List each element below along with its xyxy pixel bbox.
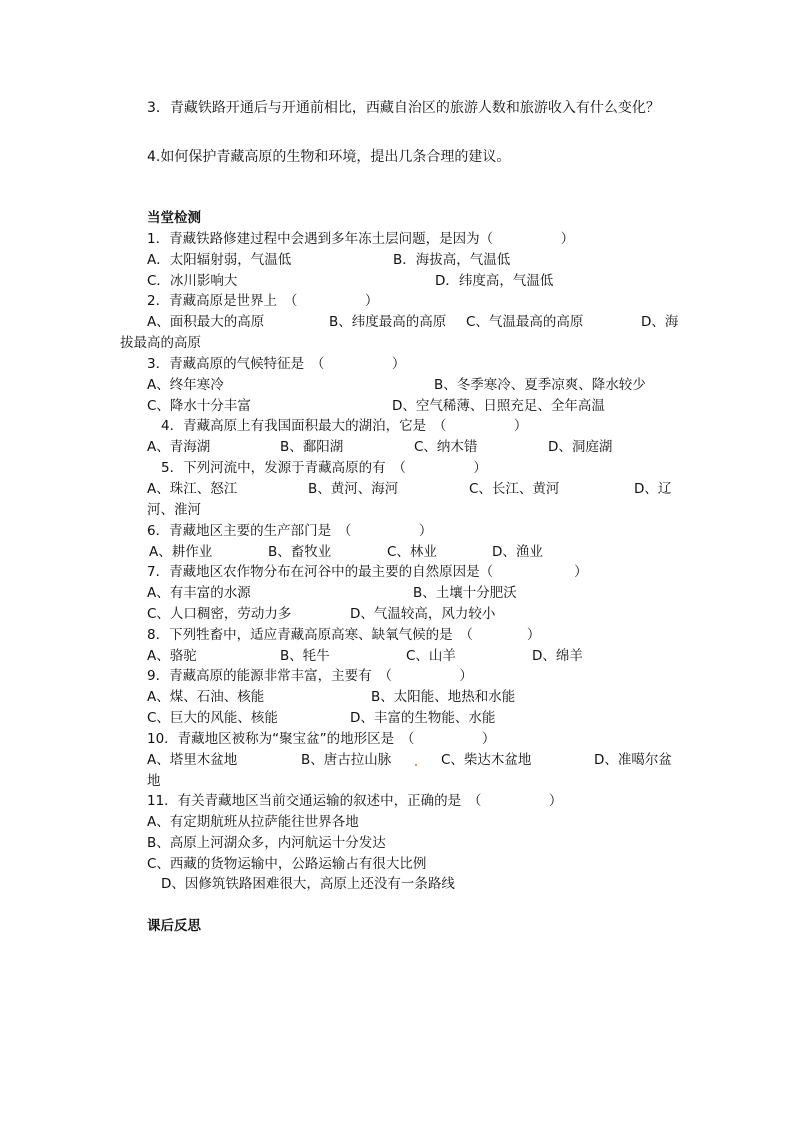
option-d-continued: 地 bbox=[147, 773, 161, 789]
option-b: B、牦牛 bbox=[280, 648, 330, 664]
question-stem: 2．青藏高原是世界上 （ ） bbox=[147, 293, 379, 309]
option-d: D、洞庭湖 bbox=[548, 439, 613, 455]
question-stem: 1．青藏铁路修建过程中会遇到多年冻土层问题，是因为（ ） bbox=[147, 231, 575, 247]
option-a: A、面积最大的高原 bbox=[147, 314, 265, 330]
option-c: C、长江、黄河 bbox=[469, 481, 560, 497]
option-d: D、海 bbox=[641, 314, 679, 330]
option-c: C、柴达木盆地 bbox=[441, 752, 532, 768]
question-stem: 4．青藏高原上有我国面积最大的湖泊，它是 （ ） bbox=[161, 418, 528, 434]
option-a: A．太阳辐射弱，气温低 bbox=[147, 252, 292, 268]
option-b: B、黄河、海河 bbox=[308, 481, 399, 497]
option-b: B、畜牧业 bbox=[268, 544, 332, 560]
question-stem: 3．青藏高原的气候特征是 （ ） bbox=[147, 356, 406, 372]
option-b: B、冬季寒冷、夏季凉爽、降水较少 bbox=[434, 377, 646, 393]
option-b: B、唐古拉山脉 bbox=[301, 752, 392, 768]
option-c: C、山羊 bbox=[406, 648, 456, 664]
option-a: A、耕作业 bbox=[149, 544, 213, 560]
option-b: B、纬度最高的高原 bbox=[329, 314, 447, 330]
option-c: C、降水十分丰富 bbox=[147, 398, 251, 414]
option-b: B．海拔高，气温低 bbox=[393, 252, 511, 268]
question-stem: 10．青藏地区被称为“聚宝盆”的地形区是 （ ） bbox=[147, 731, 496, 747]
option-d: D、气温较高，风力较小 bbox=[350, 606, 496, 622]
option-c: C、巨大的风能、核能 bbox=[147, 710, 278, 726]
section-heading-reflection: 课后反思 bbox=[147, 918, 201, 934]
question-stem: 6．青藏地区主要的生产部门是 （ ） bbox=[147, 523, 433, 539]
question-3-travel-change: 3．青藏铁路开通后与开通前相比，西藏自治区的旅游人数和旅游收入有什么变化？ bbox=[147, 100, 660, 116]
question-stem: 8．下列牲畜中，适应青藏高原高寒、缺氧气候的是 （ ） bbox=[147, 627, 541, 643]
option-b: B、太阳能、地热和水能 bbox=[371, 689, 516, 705]
option-b: B、高原上河湖众多，内河航运十分发达 bbox=[147, 835, 386, 851]
option-d: D、因修筑铁路困难很大，高原上还没有一条路线 bbox=[161, 876, 455, 892]
option-d: D、准噶尔盆 bbox=[594, 752, 672, 768]
option-a: A、有定期航班从拉萨能往世界各地 bbox=[147, 814, 359, 830]
option-a: A、塔里木盆地 bbox=[147, 752, 238, 768]
option-d-continued: 拔最高的高原 bbox=[120, 335, 201, 351]
option-b: B、土壤十分肥沃 bbox=[413, 585, 517, 601]
question-4-protection-suggestions: 4.如何保护青藏高原的生物和环境，提出几条合理的建议。 bbox=[147, 149, 511, 165]
option-c: C．冰川影响大 bbox=[147, 273, 238, 289]
question-stem: 7．青藏地区农作物分布在河谷中的最主要的自然原因是（ ） bbox=[147, 564, 588, 580]
option-c: C、林业 bbox=[387, 544, 437, 560]
option-a: A、骆驼 bbox=[147, 648, 197, 664]
option-a: A、青海湖 bbox=[147, 439, 211, 455]
option-d: D、渔业 bbox=[492, 544, 543, 560]
option-d: D、辽 bbox=[634, 481, 672, 497]
option-a: A、有丰富的水源 bbox=[147, 585, 251, 601]
option-c: C、气温最高的高原 bbox=[466, 314, 584, 330]
option-c: C、西藏的货物运输中，公路运输占有很大比例 bbox=[147, 856, 427, 872]
option-d: D．纬度高，气温低 bbox=[435, 273, 554, 289]
question-stem: 5．下列河流中，发源于青藏高原的有 （ ） bbox=[161, 460, 487, 476]
option-d-continued: 河、淮河 bbox=[147, 502, 201, 518]
option-c: C、纳木错 bbox=[414, 439, 478, 455]
option-a: A、终年寒冷 bbox=[147, 377, 224, 393]
stray-dot bbox=[415, 764, 417, 766]
option-d: D、丰富的生物能、水能 bbox=[350, 710, 496, 726]
question-stem: 9．青藏高原的能源非常丰富，主要有 （ ） bbox=[147, 668, 473, 684]
section-heading-class-test: 当堂检测 bbox=[147, 210, 201, 226]
option-a: A、煤、石油、核能 bbox=[147, 689, 265, 705]
option-a: A、珠江、怒江 bbox=[147, 481, 238, 497]
question-stem: 11．有关青藏地区当前交通运输的叙述中，正确的是 （ ） bbox=[147, 793, 563, 809]
option-c: C、人口稠密，劳动力多 bbox=[147, 606, 292, 622]
option-d: D、空气稀薄、日照充足、全年高温 bbox=[392, 398, 605, 414]
option-d: D、绵羊 bbox=[532, 648, 583, 664]
option-b: B、鄱阳湖 bbox=[280, 439, 344, 455]
